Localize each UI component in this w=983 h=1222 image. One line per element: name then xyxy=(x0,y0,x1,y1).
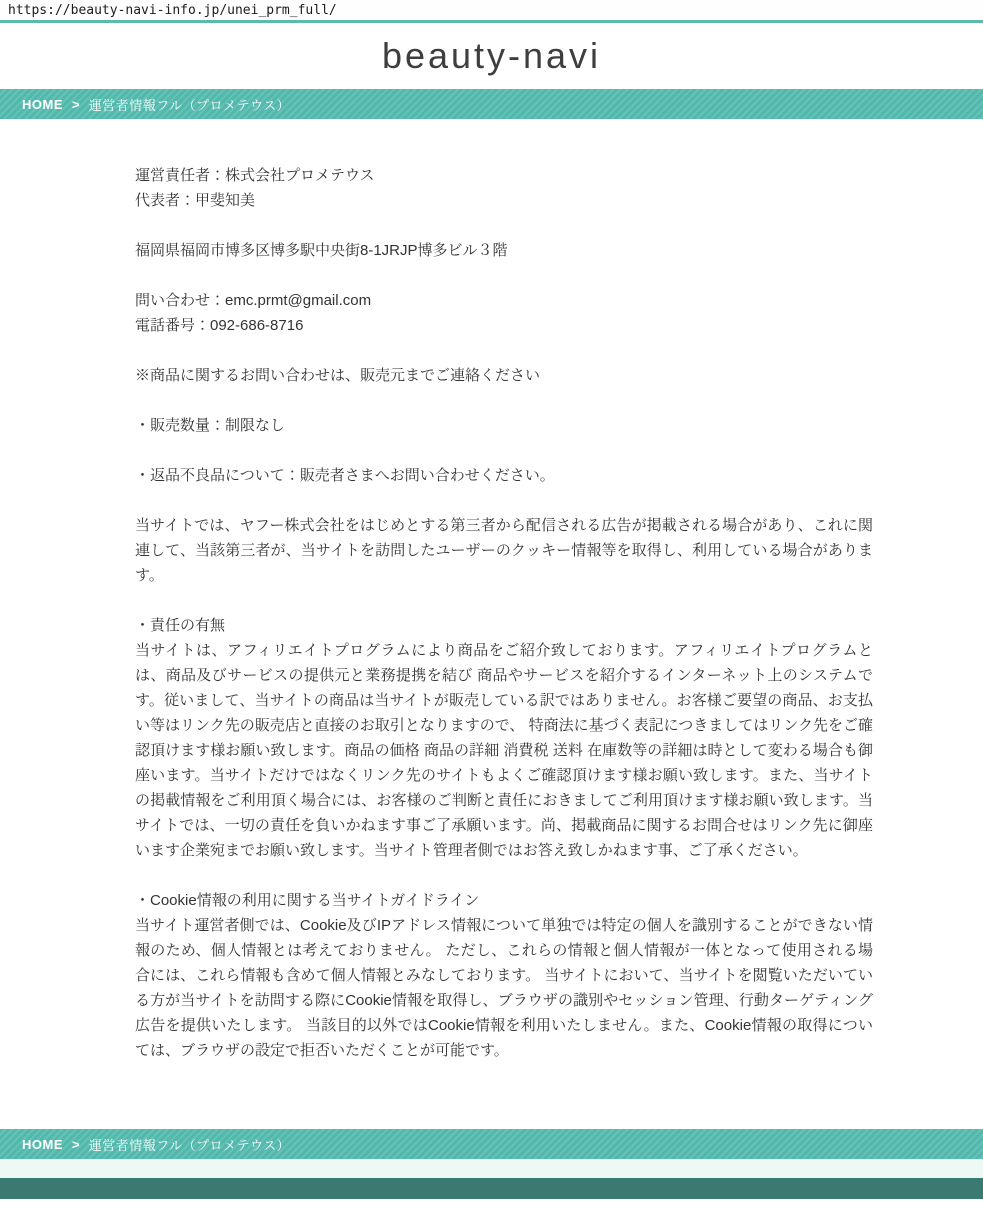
breadcrumb-separator: > xyxy=(72,1136,80,1152)
body-paragraph: ・返品不良品について：販売者さまへお問い合わせください。 xyxy=(135,467,555,484)
breadcrumb-home-link[interactable]: HOME xyxy=(22,1136,63,1152)
footer-dark-band xyxy=(0,1178,983,1199)
footer-mint-band xyxy=(0,1159,983,1178)
body-paragraph: ・責任の有無 当サイトは、アフィリエイトプログラムにより商品をご紹介致しております。アフィリエイトプログラムとは、商品及びサービスの提供元と業務提携を結び 商品やサービスを紹介するインターネット上のシステムです。従いまして、当サイトの商品は当サイトが販売している訳ではありません。お客様ご要望の商品、お支払い等はリンク先の販売店と直接のお取引となりますので、 特商法に基づく表記につきましてはリンク先をご確認頂けます様お願い致します。商品の価格 商品の詳細 消費税 送料 在庫数等の詳細は時として変わる場合も御座います。当サイトだけではなくリンク先のサイトもよくご確認頂けます様お願い致します。また、当サイトの掲載情報をご利用頂く場合には、お客様のご判断と責任におきましてご利用頂けます様お願い致します。当サイトでは、一切の責任を負いかねます事ご了承願います。尚、掲載商品に関するお問合せはリンク先に御座います企業宛までお願い致します。当サイト管理者側ではお答え致しかねます事、ご了承ください。 xyxy=(135,617,873,859)
address-bar[interactable] xyxy=(0,0,983,20)
body-paragraph: ・Cookie情報の利用に関する当サイトガイドライン 当サイト運営者側では、Cookie及びIPアドレス情報について単独では特定の個人を識別することができない情報のため、個人情報とは考えておりません。 ただし、これらの情報と個人情報が一体となって使用される場合には、これら情報も含めて個人情報とみなしております。 当サイトにおいて、当サイトを閲覧いただいている方が当サイトを訪問する際にCookie情報を取得し、ブラウザの識別やセッション管理、行動ターゲティング広告を提供いたします。 当該目的以外ではCookie情報を利用いたしません。また、Cookie情報の取得については、ブラウザの設定で拒否いただくことが可能です。 xyxy=(135,892,873,1059)
breadcrumb-current-page: 運営者情報フル（プロメテウス） xyxy=(88,1137,291,1153)
site-header xyxy=(0,23,983,89)
main-content xyxy=(0,119,983,1129)
breadcrumb-current-page: 運営者情報フル（プロメテウス） xyxy=(88,97,291,113)
content-body xyxy=(135,163,873,1063)
breadcrumb-home-link[interactable]: HOME xyxy=(22,96,63,112)
body-paragraph: 運営責任者：株式会社プロメテウス 代表者：甲斐知美 xyxy=(135,167,375,209)
body-paragraph: ・販売数量：制限なし xyxy=(135,417,286,434)
body-paragraph: 問い合わせ：emc.prmt@gmail.com 電話番号：092-686-8716 xyxy=(135,292,372,334)
site-title: beauty-navi xyxy=(381,35,602,76)
breadcrumb-top xyxy=(0,89,983,119)
body-paragraph: 当サイトでは、ヤフー株式会社をはじめとする第三者から配信される広告が掲載される場合があり、これに関連して、当該第三者が、当サイトを訪問したユーザーのクッキー情報等を取得し、利用している場合があります。 xyxy=(135,517,873,584)
body-paragraph: ※商品に関するお問い合わせは、販売元までご連絡ください xyxy=(135,367,541,384)
breadcrumb-bottom xyxy=(0,1129,983,1159)
breadcrumb-separator: > xyxy=(72,96,80,112)
page-url[interactable]: https://beauty-navi-info.jp/unei_prm_full/ xyxy=(8,2,337,18)
body-paragraph: 福岡県福岡市博多区博多駅中央街8-1JRJP博多ビル３階 xyxy=(135,242,508,259)
page-footer xyxy=(0,1129,983,1222)
